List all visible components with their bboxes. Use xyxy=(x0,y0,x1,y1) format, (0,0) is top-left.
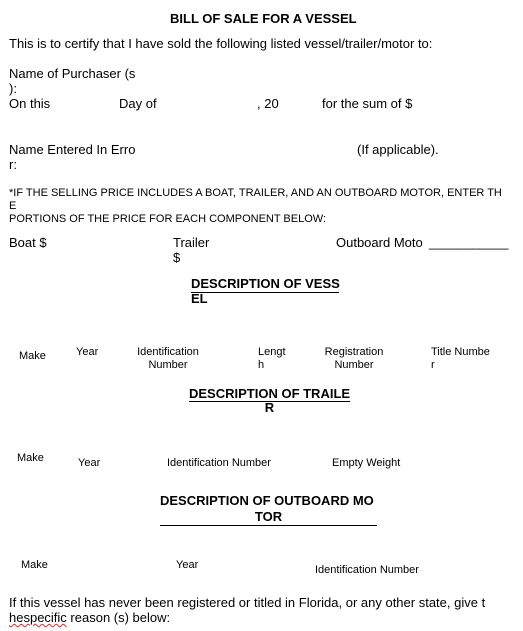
certify-statement: This is to certify that I have sold the following listed vessel/trailer/motor to: xyxy=(9,36,433,51)
price-note-line1-cont: E xyxy=(9,200,17,212)
motor-heading-underline xyxy=(160,525,377,526)
trailer-col-year: Year xyxy=(78,457,101,469)
if-applicable-note: (If applicable). xyxy=(357,142,439,157)
error-name-label-cont: r: xyxy=(9,157,17,172)
vessel-col-registration-cont: Number xyxy=(334,359,374,371)
vessel-col-length-cont: h xyxy=(258,359,265,371)
trailer-heading: DESCRIPTION OF TRAILE xyxy=(189,386,351,401)
vessel-col-title-number-cont: r xyxy=(431,359,435,371)
on-this-label: On this xyxy=(9,96,51,111)
motor-col-year: Year xyxy=(176,559,199,571)
vessel-col-make: Make xyxy=(19,350,46,362)
motor-heading: DESCRIPTION OF OUTBOARD MO xyxy=(160,493,374,508)
boat-price-label: Boat $ xyxy=(9,235,47,250)
vessel-col-id-cont: Number xyxy=(148,359,188,371)
purchaser-label-cont: ): xyxy=(9,81,17,96)
year-prefix-label: , 20 xyxy=(257,96,279,111)
vessel-col-id: Identification xyxy=(137,346,199,358)
trailer-heading-cont: R xyxy=(264,400,275,415)
vessel-col-title-number: Title Numbe xyxy=(431,346,490,358)
vessel-heading-cont: EL xyxy=(191,291,208,306)
price-note-line2: PORTIONS OF THE PRICE FOR EACH COMPONENT BELOW: xyxy=(9,213,327,225)
specific-reason-line xyxy=(9,611,170,626)
motor-col-make: Make xyxy=(21,559,48,571)
purchaser-label: Name of Purchaser (s xyxy=(9,66,136,81)
trailer-col-id: Identification Number xyxy=(167,457,271,469)
vessel-col-year: Year xyxy=(76,346,99,358)
error-name-label: Name Entered In Erro xyxy=(9,142,136,157)
vessel-col-registration: Registration xyxy=(324,346,384,358)
vessel-heading: DESCRIPTION OF VESS xyxy=(191,276,340,291)
trailer-price-dollar: $ xyxy=(173,250,181,265)
vessel-heading-underline xyxy=(191,292,339,293)
document-title: BILL OF SALE FOR A VESSEL xyxy=(170,11,357,26)
trailer-col-empty-weight: Empty Weight xyxy=(332,457,401,469)
vessel-col-length: Lengt xyxy=(258,346,286,358)
day-of-label: Day of xyxy=(119,96,157,111)
never-registered-statement: If this vessel has never been registered or titled in Florida, or any other state, give t xyxy=(9,595,486,610)
sum-label: for the sum of $ xyxy=(322,96,413,111)
specific-reason-rest: reason (s) below: xyxy=(66,610,171,625)
trailer-col-make: Make xyxy=(17,452,44,464)
motor-heading-cont: TOR xyxy=(254,509,283,524)
outboard-price-blank: ___________ xyxy=(429,235,509,250)
price-note-line1: *IF THE SELLING PRICE INCLUDES A BOAT, TRAILER, AND AN OUTBOARD MOTOR, ENTER TH xyxy=(9,187,502,199)
outboard-price-label: Outboard Moto xyxy=(336,235,423,250)
motor-col-id: Identification Number xyxy=(315,564,419,576)
trailer-price-label: Trailer xyxy=(173,235,210,250)
spellcheck-word: hespecific xyxy=(9,610,67,625)
